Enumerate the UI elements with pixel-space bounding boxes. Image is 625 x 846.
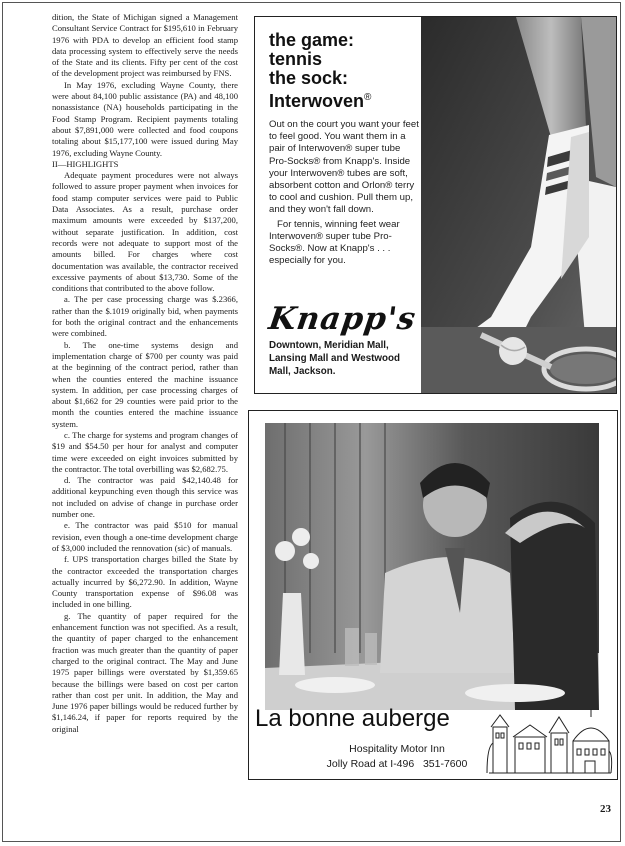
auberge-details xyxy=(307,742,487,772)
tennis-sock-photo xyxy=(421,17,616,393)
knapps-headline xyxy=(269,31,419,111)
body-paragraph: Out on the court you want your feet to feel good. You want them in a pair of Interwoven® super tube Pro-Socks® from Knapp's. Inside your Interwoven® tubes are soft, absorbent cotton and Orlon® terry to cool and cushion. Pull them up, and they won't fall down. xyxy=(269,119,419,216)
knapps-advertisement xyxy=(254,16,617,394)
article-paragraph: c. The charge for systems and program changes of $19 and $54.50 per hour for analyst and computer time were exceeded on eight invoices submitted by the contractor. The total overbilling was $2,682.75. xyxy=(52,429,238,474)
article-paragraph: e. The contractor was paid $510 for manual revision, even though a one-time development charge of $3,000 included the rennovation (sic) of manuals. xyxy=(52,520,238,553)
article-paragraph: In May 1976, excluding Wayne County, there were about 84,100 public assistance (PA) and 48,100 nonassistance (NA) households participating in the Food Stamp Program. Recipient payments totaling about $7,891,000 were collected and food coupons totaling about $15,177,100 were issued during May 1976, excluding Wayne County. xyxy=(52,79,238,158)
knapps-ad-text xyxy=(269,31,419,267)
inn-sketch-illustration xyxy=(485,707,615,775)
article-paragraph: Adequate payment procedures were not always followed to assure proper payment when invoices for food stamp computer services were paid to Public Data Associates. As a result, purchase order maximum amounts were exceeded by $137,200, without separate justification. In addition, cost records were not adequate to support most of the amounts billed. For charges where cost documentation was available, the contractor received excessive payments of about $13,730. Some of the conditions that contributed to the above follow. xyxy=(52,170,238,294)
knapps-body-copy xyxy=(269,119,419,267)
article-paragraph: d. The contractor was paid $42,140.48 for additional keypunching even though this service was not included on advise of change in purchase order number one. xyxy=(52,475,238,520)
article-paragraph: b. The one-time systems design and implementation charge of $700 per county was paid at the beginning of the contract period, rather than when the counties entered the machine issuance system. In addition, per case processing charges of about $1,662 for 29 counties were paid prior to the month the counties entered the machine issuance system. xyxy=(52,339,238,429)
article-paragraph: f. UPS transportation charges billed the State by the contractor exceeded the transportation charges actually incurred by $6,272.90. In addition, Wayne County transportation expense of $96.08 was included in one billing. xyxy=(52,554,238,610)
page-number: 23 xyxy=(600,803,611,815)
section-heading: II—HIGHLIGHTS xyxy=(52,158,119,169)
article-paragraph: g. The quantity of paper required for the enhancement function was not specified. As a result, the quantity of paper charged to the enhancement fraction was much greater than the quantity of paper charged to the original contract. The May and June 1975 paper billings were overstated by $1,359.65 because the billings were based on cost per carton rather than cost per unit. In addition, the May and June 1976 paper billings would be reduced further by $1,146.24, if paper for reports required by the original xyxy=(52,610,238,734)
headline-line: the sock: xyxy=(269,68,349,88)
article-column xyxy=(52,12,238,735)
auberge-line: Hospitality Motor Inn xyxy=(349,743,445,755)
dining-couple-photo xyxy=(265,423,599,710)
auberge-name: La bonne auberge xyxy=(255,705,450,732)
body-paragraph: For tennis, winning feet wear Interwoven® super tube Pro-Socks®. Now at Knapp's . . . especially for you. xyxy=(269,218,400,267)
article-paragraph: a. The per case processing charge was $.2366, rather than the $.1019 originally bid, when payments for both the original contract and the enhancements were combined. xyxy=(52,294,238,339)
headline-line xyxy=(269,88,419,111)
registered-mark: ® xyxy=(364,92,372,103)
headline-line: the game: xyxy=(269,30,355,50)
headline-brand: Interwoven xyxy=(269,91,365,111)
knapps-logo: Knapp's xyxy=(266,301,419,337)
auberge-line: Jolly Road at I-496 351-7600 xyxy=(326,758,468,770)
auberge-advertisement xyxy=(248,410,618,780)
article-paragraph: dition, the State of Michigan signed a Management Consultant Service Contract for $195,610 in February 1976 with PDA to develop an efficient food stamp data processing system to effectively serve the needs of the State and its clients. Fifty per cent of the cost of the development project was reimbursed by FNS. xyxy=(52,12,238,79)
headline-line: tennis xyxy=(269,49,323,69)
knapps-locations: Downtown, Meridian Mall, Lansing Mall and Westwood Mall, Jackson. xyxy=(269,340,400,377)
